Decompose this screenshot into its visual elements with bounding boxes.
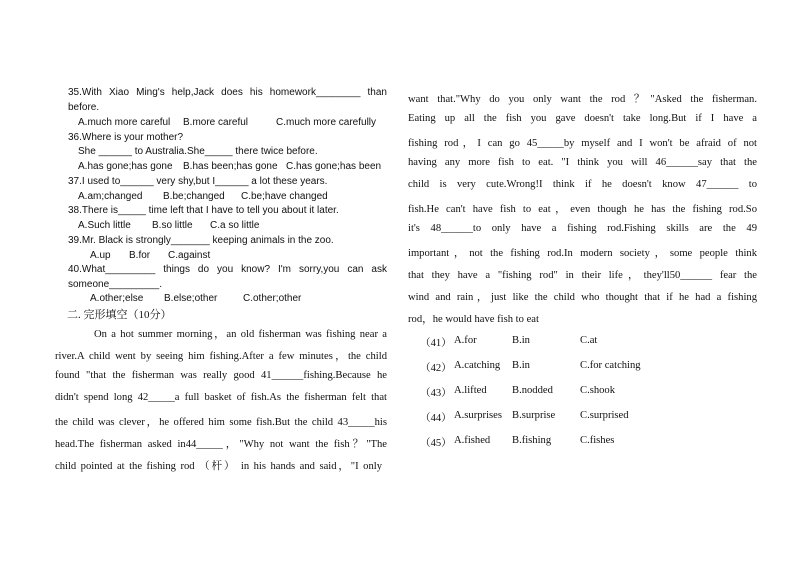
q35-stem-line2: before.	[68, 102, 100, 113]
q39-option-c: C.against	[168, 250, 211, 261]
cloze-num: （44）	[420, 413, 452, 424]
passage-right-line-6: fish.He can't have fish to eat，even though he has the fishing rod.So	[408, 204, 757, 215]
cloze-option-c: C.shook	[580, 385, 616, 396]
cloze-option-a: A.fished	[454, 435, 491, 446]
passage-right-line-2: Eating up all the fish you gave doesn't take long.But if I have a	[408, 113, 757, 124]
q40-option-a: A.other;else	[90, 293, 144, 304]
section-heading: 二. 完形填空（10分）	[67, 309, 172, 321]
q35-option-a: A.much more careful	[78, 117, 171, 128]
cloze-num: （42）	[420, 363, 452, 374]
cloze-option-b: B.fishing	[512, 435, 552, 446]
passage-right-line-3: fishing rod，I can go 45_____by myself and I won't be afraid of not	[408, 138, 757, 149]
passage-left-line-7: child pointed at the fishing rod （杆） in his hands and said，"I only	[55, 461, 382, 472]
cloze-option-b: B.in	[512, 335, 530, 346]
q37-option-c: C.be;have changed	[241, 191, 328, 202]
cloze-option-c: C.for catching	[580, 360, 641, 371]
passage-left-line-1: On a hot summer morning，an old fisherman was fishing near a	[94, 329, 387, 340]
q40-stem-line1: 40.What_________ things do you know? I'm sorry,you can ask	[68, 264, 387, 275]
passage-left-line-2: river.A child went by seeing him fishing.After a few minutes，the child	[55, 351, 387, 362]
q39-option-b: B.for	[129, 250, 151, 261]
passage-left-line-3: found "that the fisherman was really good 41______fishing.Because he	[55, 370, 387, 381]
cloze-option-a: A.for	[454, 335, 477, 346]
q37-option-a: A.am;changed	[78, 191, 143, 202]
q36-option-c: C.has gone;has been	[286, 161, 382, 172]
cloze-option-c: C.fishes	[580, 435, 615, 446]
cloze-num: （41）	[420, 338, 452, 349]
q36-option-a: A.has gone;has gone	[78, 161, 173, 172]
q37-option-b: B.be;changed	[163, 191, 225, 202]
q38-stem: 38.There is_____ time left that I have to tell you about it later.	[68, 205, 339, 216]
cloze-option-b: B.surprise	[512, 410, 556, 421]
cloze-option-a: A.surprises	[454, 410, 502, 421]
cloze-num: （45）	[420, 438, 452, 449]
cloze-num: （43）	[420, 388, 452, 399]
q35-option-b: B.more careful	[183, 117, 249, 128]
q38-option-c: C.a so little	[210, 220, 260, 231]
q40-stem-line2: someone_________.	[68, 279, 162, 290]
passage-right-line-4: having any more fish to eat. "I think you will 46______say that the	[408, 157, 757, 168]
q36-stem-line1: 36.Where is your mother?	[68, 132, 184, 143]
passage-right-line-9: that they have a "fishing rod" in their life，they'll50______ fear the	[408, 270, 757, 281]
passage-right-line-7: it's 48______to only have a fishing rod.Fishing skills are the 49	[408, 223, 757, 234]
cloze-option-c: C.surprised	[580, 410, 629, 421]
passage-right-line-11: rod，he would have fish to eat	[408, 314, 539, 325]
cloze-option-b: B.in	[512, 360, 530, 371]
passage-right-line-8: important，not the fishing rod.In modern society，some people think	[408, 248, 757, 259]
passage-right-line-10: wind and rain，just like the child who thought that if he had a fishing	[408, 292, 757, 303]
passage-left-line-4: didn't spend long 42_____a full basket of fish.As the fisherman felt that	[55, 392, 387, 403]
q37-stem: 37.I used to______ very shy,but I______ a lot these years.	[68, 176, 328, 187]
cloze-option-a: A.lifted	[454, 385, 487, 396]
passage-right-line-1: want that."Why do you only want the rod ？"Asked the fisherman.	[408, 94, 757, 105]
cloze-option-a: A.catching	[454, 360, 501, 371]
cloze-option-c: C.at	[580, 335, 598, 346]
q36-stem-line2: She ______ to Australia.She_____ there twice before.	[78, 146, 318, 157]
passage-right-line-5: child is very cute.Wrong!I think if he doesn't know 47______ to	[408, 179, 757, 190]
q40-option-b: B.else;other	[164, 293, 218, 304]
q38-option-a: A.Such little	[78, 220, 131, 231]
q36-option-b: B.has been;has gone	[183, 161, 278, 172]
cloze-option-b: B.nodded	[512, 385, 553, 396]
q39-stem: 39.Mr. Black is strongly_______ keeping animals in the zoo.	[68, 235, 334, 246]
q38-option-b: B.so little	[152, 220, 193, 231]
q35-option-c: C.much more carefully	[276, 117, 377, 128]
passage-left-line-5: the child was clever，he offered him some fish.But the child 43_____his	[55, 417, 387, 428]
q40-option-c: C.other;other	[243, 293, 302, 304]
q35-stem-line1: 35.With Xiao Ming's help,Jack does his homework________ than	[68, 87, 387, 98]
passage-left-line-6: head.The fisherman asked in44_____，"Why not want the fish？"The	[55, 439, 387, 450]
q39-option-a: A.up	[90, 250, 111, 261]
